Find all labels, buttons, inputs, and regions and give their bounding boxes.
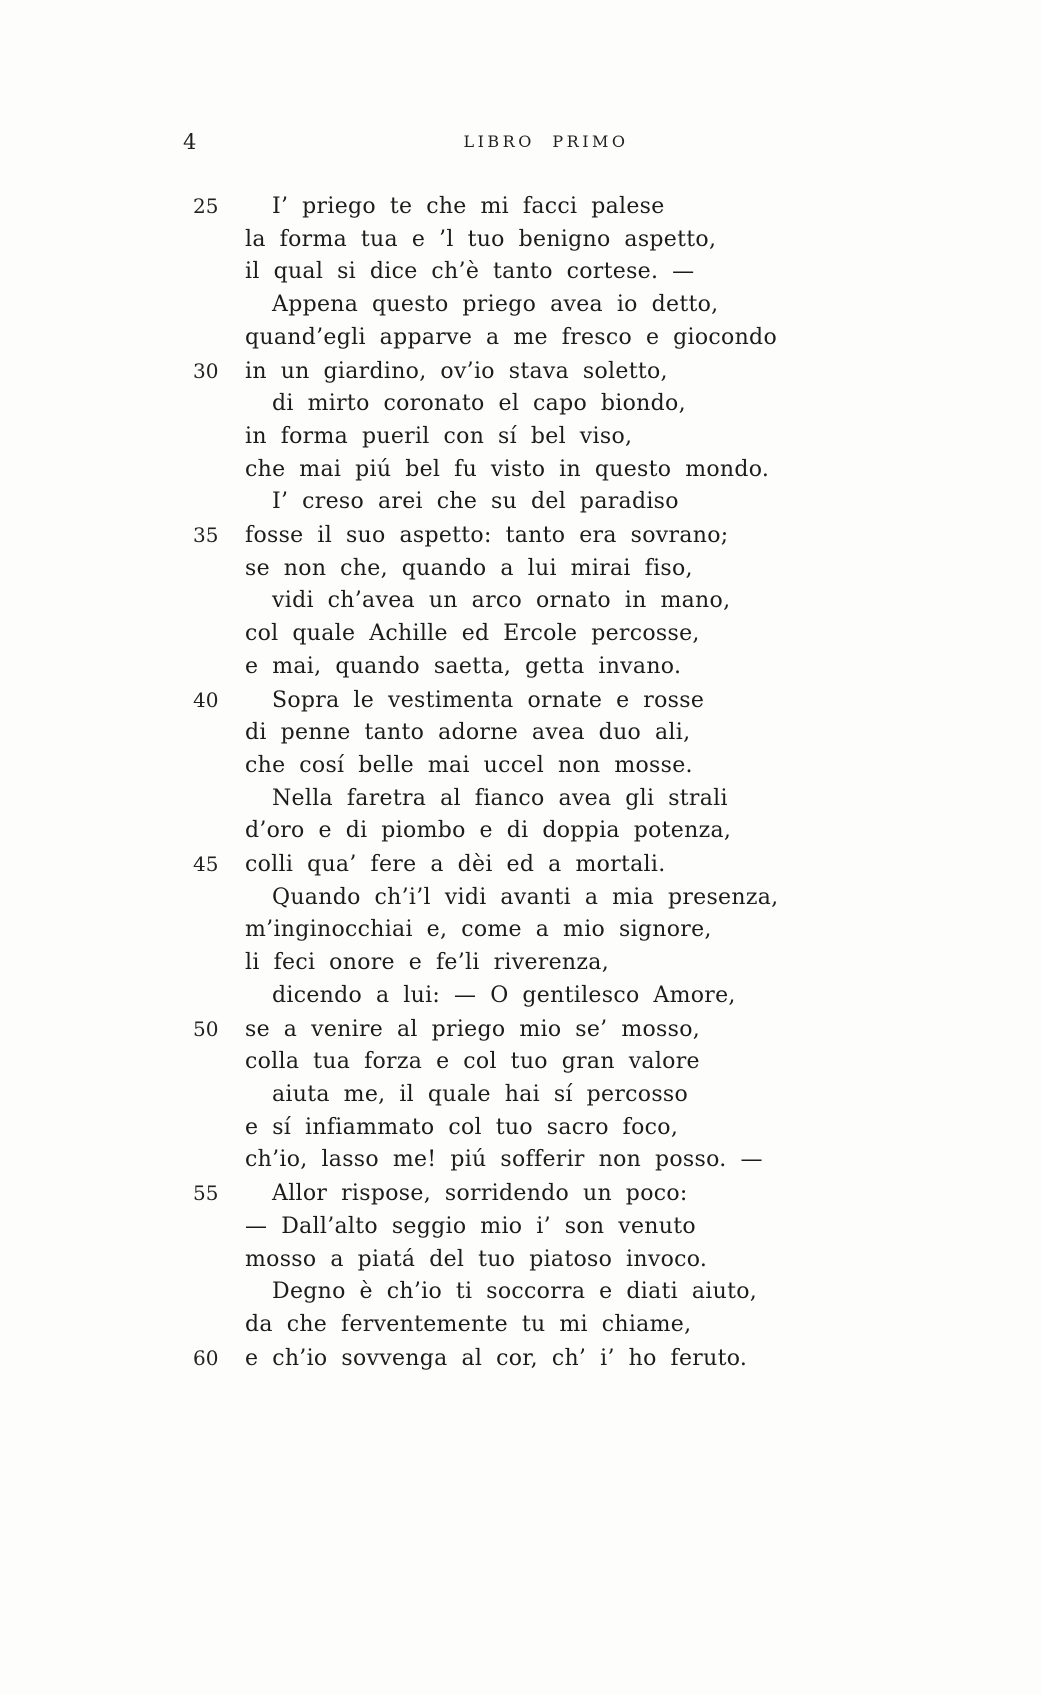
line-number: 35 [193,523,219,548]
line-number: 30 [193,358,219,383]
verse-text: quand’egli apparve a me fresco e giocondo [245,324,777,350]
verse-line [193,1144,833,1177]
verse-text: d’oro e di piombo e di doppia potenza, [245,818,732,844]
verse-text: da che ferventemente tu mi chiame, [245,1311,692,1337]
verse-text: che mai piú bel fu visto in questo mondo. [245,456,770,482]
verse-text: la forma tua e ’l tuo benigno aspetto, [245,226,717,252]
verse-line [193,848,833,882]
verse-text: in forma pueril con sí bel viso, [245,423,633,449]
line-number: 60 [193,1345,219,1370]
verse-text: e ch’io sovvenga al cor, ch’ i’ ho feruto. [245,1345,748,1371]
verse-text: Sopra le vestimenta ornate e rosse [272,687,705,713]
verse-text: I’ priego te che mi facci palese [272,194,665,219]
verse-text: Appena questo priego avea io detto, [272,292,719,318]
verse-line [193,585,833,618]
verse-line [193,486,833,519]
verse-text: dicendo a lui: — O gentilesco Amore, [272,982,736,1008]
verse-text: Quando ch’i’l vidi avanti a mia presenza, [272,884,779,910]
verse-line [193,947,833,980]
line-number: 40 [193,687,219,712]
verse-text: colla tua forza e col tuo gran valore [245,1049,700,1075]
verse-text: il qual si dice ch’è tanto cortese. — [245,259,695,285]
verse-line [193,190,833,224]
verse-text: Degno è ch’io ti soccorra e diati aiuto, [272,1279,758,1305]
verse-line [193,1211,833,1244]
verse-text: m’inginocchiai e, come a mio signore, [245,917,712,943]
verse-line [193,684,833,718]
verse-text: col quale Achille ed Ercole percosse, [245,621,700,647]
verse-line [193,815,833,848]
verse-line [193,1112,833,1145]
verse-text: fosse il suo aspetto: tanto era sovrano; [245,523,729,549]
verse-text: e mai, quando saetta, getta invano. [245,653,682,679]
verse-line [193,750,833,783]
verse-line [193,256,833,289]
verse-line [193,1013,833,1047]
verse-text: se a venire al priego mio se’ mosso, [245,1016,701,1042]
verse-line [193,289,833,322]
verse-line [193,1276,833,1309]
verse-text: — Dall’alto seggio mio i’ son venuto [245,1213,696,1239]
verse-line [193,322,833,355]
verse-line [193,618,833,651]
verse-line [193,1079,833,1112]
verse-text: li feci onore e fe’li riverenza, [245,950,610,976]
verse-text: ch’io, lasso me! piú sofferir non posso. — [245,1147,763,1173]
verse-text: di mirto coronato el capo biondo, [272,391,686,417]
verse-line [193,454,833,487]
verse-line [193,717,833,750]
verse-text: di penne tanto adorne avea duo ali, [245,720,691,746]
verse-line [193,980,833,1013]
verse-text: e sí infiammato col tuo sacro foco, [245,1114,679,1140]
verse-line [193,388,833,421]
verse-line [193,1244,833,1277]
line-number: 50 [193,1016,219,1041]
verse-line [193,1046,833,1079]
verse-line [193,1342,833,1376]
page-number: 4 [183,130,197,154]
line-number: 55 [193,1181,219,1206]
verse-text: Nella faretra al fianco avea gli strali [272,785,728,811]
verse-text: se non che, quando a lui mirai fiso, [245,555,693,581]
line-number: 45 [193,852,219,877]
verse-text: Allor rispose, sorridendo un poco: [272,1181,688,1207]
line-number: 25 [193,194,219,218]
verse-line [193,553,833,586]
verse-line [193,421,833,454]
verse-text: vidi ch’avea un arco ornato in mano, [272,588,731,614]
verse-text: mosso a piatá del tuo piatoso invoco. [245,1246,708,1272]
verse-text: in un giardino, ov’io stava soletto, [245,358,668,384]
verse-line [193,1177,833,1211]
verse-text: aiuta me, il quale hai sí percosso [272,1081,689,1107]
verse-line [193,882,833,915]
verse-line [193,355,833,389]
verse-text: che cosí belle mai uccel non mosse. [245,752,693,778]
verse-line [193,651,833,684]
verse-block [193,190,833,1375]
verse-line [193,1309,833,1342]
verse-text: I’ creso arei che su del paradiso [272,489,679,515]
verse-line [193,914,833,947]
running-header: LIBRO PRIMO [463,132,629,151]
verse-line [193,783,833,816]
verse-line [193,519,833,553]
verse-text: colli qua’ fere a dèi ed a mortali. [245,852,666,878]
verse-line [193,224,833,257]
